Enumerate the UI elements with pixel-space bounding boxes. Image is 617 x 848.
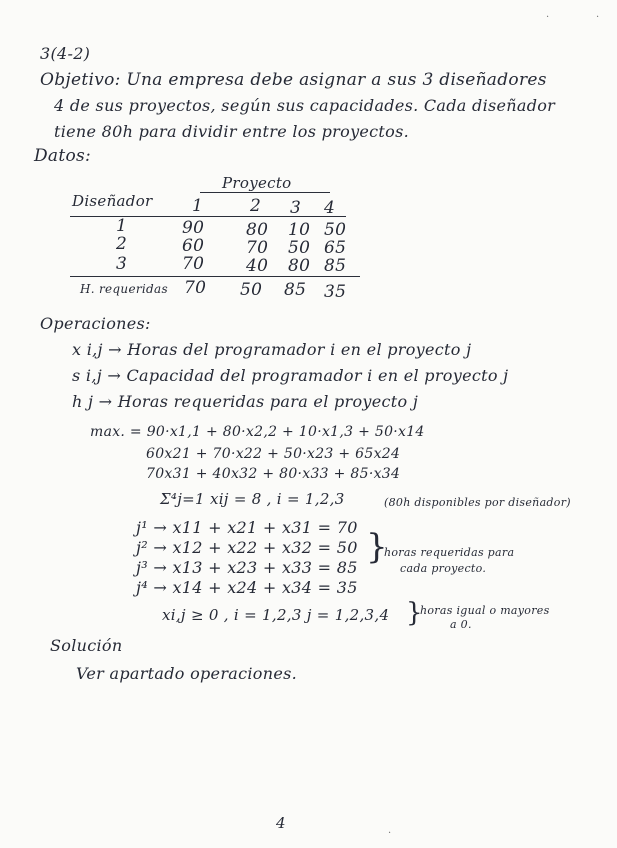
header-rule <box>70 216 346 217</box>
definition-h: h j → Horas requeridas para el proyecto j <box>72 392 419 411</box>
table-footer-cell: 70 <box>184 278 207 298</box>
nonnegativity-note-1: horas igual o mayores <box>420 604 550 617</box>
project-constraint-2: j² → x12 + x22 + x32 = 50 <box>136 538 358 557</box>
table-cell: 50 <box>288 238 311 258</box>
table-cell: 70 <box>246 238 269 258</box>
column-header: 2 <box>250 196 262 216</box>
table-cell: 80 <box>288 256 311 276</box>
nonnegativity-note-2: a 0. <box>450 618 472 631</box>
definition-x: x i,j → Horas del programador i en el proyecto j <box>72 340 472 359</box>
project-constraint-4: j⁴ → x14 + x24 + x34 = 35 <box>136 578 358 597</box>
corner-mark: · <box>596 12 600 23</box>
table-cell: 10 <box>288 220 311 240</box>
corner-mark: · <box>546 12 550 23</box>
operations-heading: Operaciones: <box>40 314 151 333</box>
table-row-label: 1 <box>116 216 128 236</box>
table-group-header: Proyecto <box>222 174 292 192</box>
table-cell: 60 <box>182 236 205 256</box>
brace-icon: } <box>366 527 388 567</box>
table-cell: 50 <box>324 220 347 240</box>
column-header: 1 <box>192 196 204 216</box>
table-row-header: Diseñador <box>72 192 153 210</box>
objective-function-line-3: 70x31 + 40x32 + 80·x33 + 85·x34 <box>146 466 401 482</box>
table-cell: 70 <box>182 254 205 274</box>
column-header: 4 <box>324 198 336 218</box>
table-cell: 80 <box>246 220 269 240</box>
corner-mark: · <box>388 828 392 839</box>
table-footer-cell: 35 <box>324 282 347 302</box>
definition-s: s i,j → Capacidad del programador i en el proyecto j <box>72 366 509 385</box>
solution-heading: Solución <box>50 636 123 655</box>
group-header-rule <box>200 192 330 193</box>
table-cell: 85 <box>324 256 347 276</box>
table-footer-cell: 85 <box>284 280 307 300</box>
solution-text: Ver apartado operaciones. <box>76 664 297 683</box>
objective-function-line-2: 60x21 + 70·x22 + 50·x23 + 65x24 <box>146 446 401 462</box>
table-row-label: 2 <box>116 234 128 254</box>
project-constraint-1: j¹ → x11 + x21 + x31 = 70 <box>136 518 358 537</box>
sum-constraint-note: (80h disponibles por diseñador) <box>384 496 571 509</box>
project-constraint-3: j³ → x13 + x23 + x33 = 85 <box>136 558 358 577</box>
column-header: 3 <box>290 198 302 218</box>
page-number: 4 <box>276 814 286 832</box>
project-constraint-note-2: cada proyecto. <box>400 562 487 575</box>
sum-constraint: Σ⁴j=1 xij = 8 , i = 1,2,3 <box>160 490 345 508</box>
problem-reference: 3(4-2) <box>40 44 91 63</box>
brace-icon: } <box>406 598 423 628</box>
table-footer-cell: 50 <box>240 280 263 300</box>
objective-line-1: Objetivo: Una empresa debe asignar a sus 3 diseñadores <box>40 70 547 90</box>
table-cell: 40 <box>246 256 269 276</box>
objective-line-3: tiene 80h para dividir entre los proyectos. <box>54 122 409 141</box>
data-heading: Datos: <box>34 146 92 166</box>
objective-function-line-1: max. = 90·x1,1 + 80·x2,2 + 10·x1,3 + 50·x14 <box>90 424 425 440</box>
table-cell: 90 <box>182 218 205 238</box>
objective-line-2: 4 de sus proyectos, según sus capacidades. Cada diseñador <box>54 96 556 115</box>
table-footer-label: H. requeridas <box>80 282 168 296</box>
project-constraint-note-1: horas requeridas para <box>384 546 515 559</box>
table-cell: 65 <box>324 238 347 258</box>
footer-rule <box>70 276 360 277</box>
table-row-label: 3 <box>116 254 128 274</box>
nonnegativity-constraint: xi,j ≥ 0 , i = 1,2,3 j = 1,2,3,4 <box>162 606 390 624</box>
